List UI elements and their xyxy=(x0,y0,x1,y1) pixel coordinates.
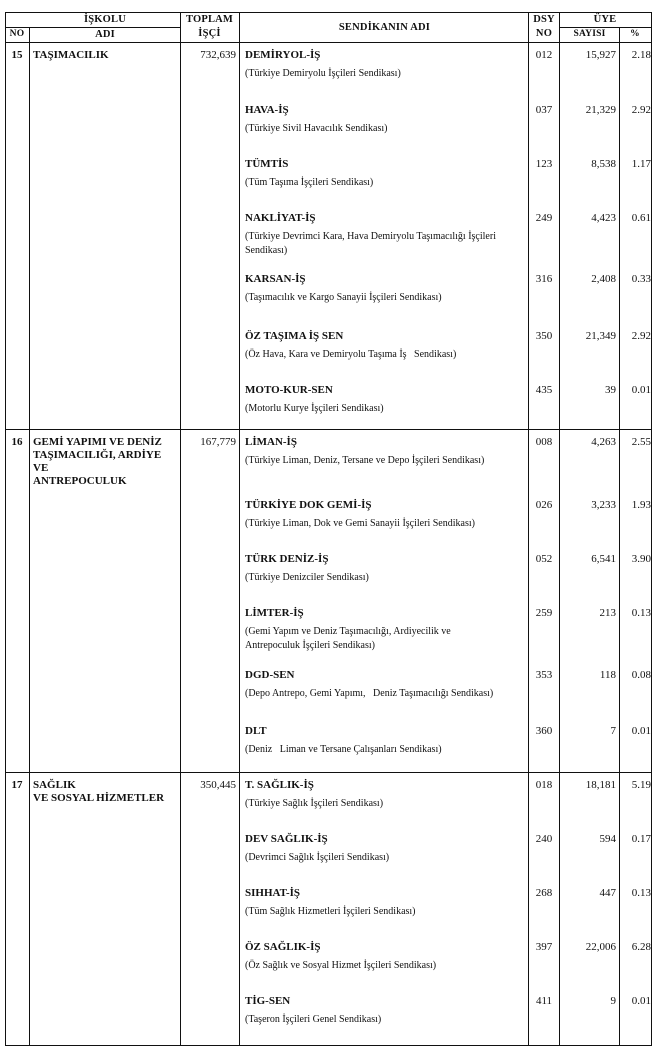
union-dsy-no: 353 xyxy=(535,669,553,681)
union-short-name: SIHHAT-İŞ xyxy=(245,887,301,899)
union-short-name: DLT xyxy=(245,725,267,737)
union-short-name: LİMTER-İŞ xyxy=(245,607,304,619)
union-member-count: 9 xyxy=(610,995,616,1007)
column-border xyxy=(239,12,240,1046)
sector-name xyxy=(33,49,178,62)
union-short-name: DEV SAĞLIK-İŞ xyxy=(245,833,328,845)
union-member-percent: 0.33 xyxy=(631,273,651,285)
table-top-border xyxy=(5,12,652,13)
union-dsy-no: 268 xyxy=(535,887,553,899)
header-adi: ADI xyxy=(95,29,115,40)
column-border xyxy=(5,12,6,1046)
sector-name-line: TAŞIMACILIK xyxy=(33,49,109,61)
sector-no: 15 xyxy=(11,49,23,61)
column-border xyxy=(651,12,652,1046)
union-full-name: (Türkiye Liman, Dok ve Gemi Sanayii İşçileri Sendikası) xyxy=(245,518,475,529)
union-full-name: (Tüm Taşıma İşçileri Sendikası) xyxy=(245,177,374,188)
union-full-name: (Türkiye Devrimci Kara, Hava Demiryolu Taşımacılığı İşçileri xyxy=(245,231,496,242)
column-border xyxy=(528,12,529,1046)
union-short-name: TÜMTİS xyxy=(245,158,289,170)
union-member-percent: 2.55 xyxy=(631,436,651,448)
union-dsy-no: 037 xyxy=(535,104,553,116)
union-member-count: 213 xyxy=(599,607,616,619)
union-short-name: NAKLİYAT-İŞ xyxy=(245,212,316,224)
union-member-percent: 5.19 xyxy=(631,779,651,791)
union-full-name: (Depo Antrepo, Gemi Yapımı, Deniz Taşımacılığı Sendikası) xyxy=(245,688,494,699)
union-short-name: KARSAN-İŞ xyxy=(245,273,306,285)
sector-name-line: SAĞLIK xyxy=(33,779,76,791)
union-member-count: 3,233 xyxy=(591,499,616,511)
union-full-name: (Türkiye Demiryolu İşçileri Sendikası) xyxy=(245,68,401,79)
union-member-count: 22,006 xyxy=(585,941,616,953)
header-dsy: DSY xyxy=(533,14,555,25)
union-member-percent: 0.61 xyxy=(631,212,651,224)
column-border xyxy=(619,27,620,1046)
union-short-name: DGD-SEN xyxy=(245,669,295,681)
union-member-count: 7 xyxy=(610,725,616,737)
union-member-percent: 0.17 xyxy=(631,833,651,845)
union-member-percent: 0.01 xyxy=(631,995,651,1007)
sector-name-line: VE SOSYAL HİZMETLER xyxy=(33,792,165,804)
union-member-percent: 2.92 xyxy=(631,104,651,116)
union-dsy-no: 018 xyxy=(535,779,553,791)
union-short-name: HAVA-İŞ xyxy=(245,104,289,116)
union-member-percent: 1.17 xyxy=(631,158,651,170)
union-full-name: (Deniz Liman ve Tersane Çalışanları Sendikası) xyxy=(245,744,442,755)
union-full-name: (Gemi Yapım ve Deniz Taşımacılığı, Ardiyecilik ve xyxy=(245,626,451,637)
union-short-name: MOTO-KUR-SEN xyxy=(245,384,333,396)
column-border xyxy=(29,27,30,1046)
header-toplam: TOPLAM xyxy=(185,14,234,25)
union-member-percent: 0.01 xyxy=(631,384,651,396)
union-short-name: TÜRK DENİZ-İŞ xyxy=(245,553,329,565)
union-dsy-no: 123 xyxy=(535,158,553,170)
union-full-name: (Türkiye Denizciler Sendikası) xyxy=(245,572,369,583)
union-member-count: 21,329 xyxy=(585,104,616,116)
union-dsy-no: 052 xyxy=(535,553,553,565)
union-full-name: (Türkiye Sivil Havacılık Sendikası) xyxy=(245,123,388,134)
header-iskolu: İŞKOLU xyxy=(83,14,127,25)
union-member-count: 39 xyxy=(605,384,616,396)
sector-name-line: TAŞIMACILIĞI, ARDİYE VE xyxy=(33,449,162,474)
header-dsy-no: NO xyxy=(535,28,553,39)
union-dsy-no: 259 xyxy=(535,607,553,619)
union-short-name: TİG-SEN xyxy=(245,995,291,1007)
union-short-name: LİMAN-İŞ xyxy=(245,436,297,448)
union-full-name: (Devrimci Sağlık İşçileri Sendikası) xyxy=(245,852,390,863)
union-dsy-no: 249 xyxy=(535,212,553,224)
union-short-name: TÜRKİYE DOK GEMİ-İŞ xyxy=(245,499,372,511)
union-member-percent: 0.08 xyxy=(631,669,651,681)
union-short-name: ÖZ TAŞIMA İŞ SEN xyxy=(245,330,344,342)
union-member-count: 6,541 xyxy=(591,553,616,565)
union-dsy-no: 012 xyxy=(535,49,553,61)
union-full-name: (Öz Sağlık ve Sosyal Hizmet İşçileri Sendikası) xyxy=(245,960,437,971)
union-dsy-no: 411 xyxy=(535,995,553,1007)
union-dsy-no: 026 xyxy=(535,499,553,511)
union-short-name: DEMİRYOL-İŞ xyxy=(245,49,321,61)
sector-no: 17 xyxy=(11,779,23,791)
union-member-count: 21,349 xyxy=(585,330,616,342)
union-member-count: 15,927 xyxy=(585,49,616,61)
column-border xyxy=(559,12,560,1046)
union-dsy-no: 360 xyxy=(535,725,553,737)
union-dsy-no: 008 xyxy=(535,436,553,448)
table-bottom-border xyxy=(5,1045,652,1046)
union-member-percent: 0.01 xyxy=(631,725,651,737)
union-member-count: 8,538 xyxy=(591,158,616,170)
sector-name-line: ANTREPOCULUK xyxy=(33,475,127,487)
union-short-name: ÖZ SAĞLIK-İŞ xyxy=(245,941,321,953)
union-member-percent: 2.92 xyxy=(631,330,651,342)
union-full-name: (Tüm Sağlık Hizmetleri İşçileri Sendikası) xyxy=(245,906,416,917)
union-member-count: 447 xyxy=(599,887,616,899)
union-member-count: 4,263 xyxy=(591,436,616,448)
header-bottom-border xyxy=(5,42,652,43)
union-full-name: (Taşeron İşçileri Genel Sendikası) xyxy=(245,1014,382,1025)
union-full-name: (Türkiye Liman, Deniz, Tersane ve Depo İşçileri Sendikası) xyxy=(245,455,485,466)
header-divider xyxy=(5,27,180,28)
union-member-count: 18,181 xyxy=(585,779,616,791)
union-full-name: (Taşımacılık ve Kargo Sanayii İşçileri Sendikası) xyxy=(245,292,442,303)
sector-total: 167,779 xyxy=(200,436,236,448)
sector-name xyxy=(33,779,178,805)
union-full-name: (Öz Hava, Kara ve Demiryolu Taşıma İş Sendikası) xyxy=(245,349,457,360)
column-border xyxy=(180,12,181,1046)
union-dsy-no: 350 xyxy=(535,330,553,342)
union-member-percent: 0.13 xyxy=(631,887,651,899)
union-member-percent: 1.93 xyxy=(631,499,651,511)
union-full-name: Antrepoculuk İşçileri Sendikası) xyxy=(245,640,375,651)
header-sayisi: SAYISI xyxy=(573,29,606,39)
union-member-count: 2,408 xyxy=(591,273,616,285)
sector-total: 350,445 xyxy=(200,779,236,791)
union-member-percent: 2.18 xyxy=(631,49,651,61)
union-dsy-no: 435 xyxy=(535,384,553,396)
union-full-name: (Türkiye Sağlık İşçileri Sendikası) xyxy=(245,798,384,809)
union-member-count: 4,423 xyxy=(591,212,616,224)
union-full-name: Sendikası) xyxy=(245,245,288,256)
header-percent: % xyxy=(630,29,640,39)
header-isci: İŞÇİ xyxy=(198,28,221,39)
header-uye: ÜYE xyxy=(593,14,617,25)
union-short-name: T. SAĞLIK-İŞ xyxy=(245,779,314,791)
union-dsy-no: 397 xyxy=(535,941,553,953)
union-member-count: 594 xyxy=(599,833,616,845)
sector-no: 16 xyxy=(11,436,23,448)
sector-divider xyxy=(5,772,652,773)
header-no: NO xyxy=(9,29,25,39)
sector-name-line: GEMİ YAPIMI VE DENİZ xyxy=(33,436,162,448)
union-member-percent: 3.90 xyxy=(631,553,651,565)
union-member-count: 118 xyxy=(599,669,616,681)
sector-total: 732,639 xyxy=(200,49,236,61)
union-member-percent: 6.28 xyxy=(631,941,651,953)
union-member-percent: 0.13 xyxy=(631,607,651,619)
union-dsy-no: 240 xyxy=(535,833,553,845)
sector-name xyxy=(33,436,178,488)
union-dsy-no: 316 xyxy=(535,273,553,285)
sector-divider xyxy=(5,429,652,430)
union-full-name: (Motorlu Kurye İşçileri Sendikası) xyxy=(245,403,384,414)
header-sendika-adi: SENDİKANIN ADI xyxy=(338,22,431,33)
header-divider xyxy=(560,27,652,28)
